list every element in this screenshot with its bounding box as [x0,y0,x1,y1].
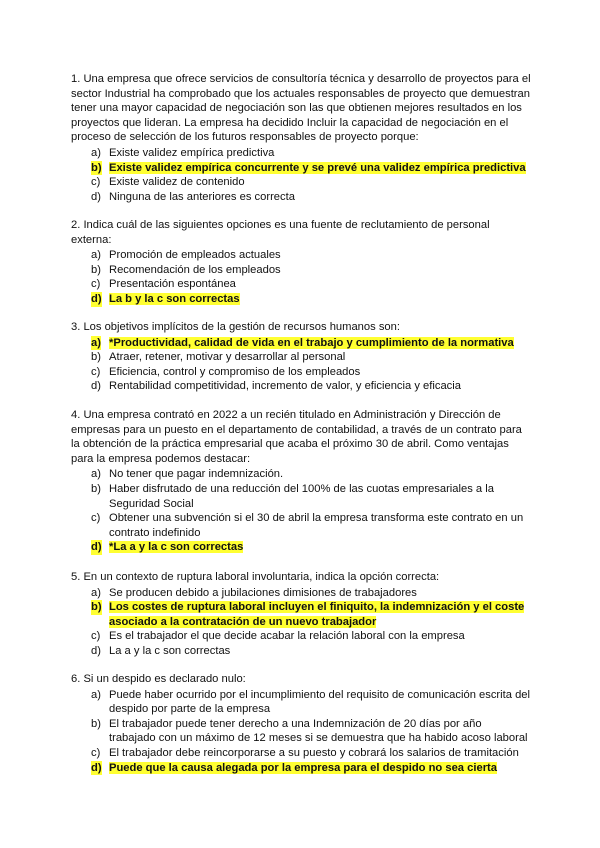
option-b: b) Haber disfrutado de una reducción del 100% de las cuotas empresariales a la Seguridad Social [91,482,494,510]
option-list [71,467,531,555]
question-2 [71,218,531,307]
option-d: d) La a y la c son correctas [91,644,231,657]
option-a: a) No tener que pagar indemnización. [91,468,284,481]
option-list [71,146,531,204]
question-1 [71,72,531,204]
option-b-highlighted: b) Existe validez empírica concurrente y se prevé una validez empírica predictiva [91,161,526,174]
option-a: a) Promoción de empleados actuales [91,249,281,262]
option-d: d) Rentabilidad competitividad, incremento de valor, y eficiencia y eficacia [91,380,461,393]
option-a: a) Puede haber ocurrido por el incumplimiento del requisito de comunicación escrita del despido por parte de la empresa [91,688,531,716]
option-list [71,248,531,306]
option-c: c) Obtener una subvención si el 30 de abril la empresa transforma este contrato en un contrato indefinido [91,512,524,539]
option-c: c) El trabajador debe reincorporarse a su puesto y cobrará los salarios de tramitación [91,746,519,759]
question-stem: 6. Si un despido es declarado nulo: [71,673,246,685]
option-d: d) Ninguna de las anteriores es correcta [91,190,295,203]
option-d-highlighted: d) *La a y la c son correctas [91,541,244,554]
option-a: a) Se producen debido a jubilaciones dimisiones de trabajadores [91,586,417,599]
option-c: c) Presentación espontánea [91,278,236,291]
question-stem: 1. Una empresa que ofrece servicios de consultoría técnica y desarrollo de proyectos para el sector Industrial ha comprobado que los actuales responsables de proyecto que demuestran tener una mayor capacidad de negociación son las que obtienen mejores resultados en los proyectos que lideran. La empresa ha decidido Incluir la capacidad de negociación en el proceso de selección de los futuros responsables de proyecto porque: [71,73,531,144]
option-b: b) El trabajador puede tener derecho a una Indemnización de 20 días por año trabajado con un máximo de 12 meses si se demuestra que ha habido acoso laboral [91,717,528,745]
option-a-highlighted: a) *Productividad, calidad de vida en el trabajo y cumplimiento de la normativa [91,336,514,349]
option-list [71,688,531,776]
option-c: c) Eficiencia, control y compromiso de los empleados [91,365,361,378]
option-a: a) Existe validez empírica predictiva [91,146,275,159]
option-list [71,586,531,659]
option-c: c) Existe validez de contenido [91,176,245,189]
option-list [71,336,531,394]
question-3 [71,320,531,394]
option-b: b) Recomendación de los empleados [91,263,281,276]
option-c: c) Es el trabajador el que decide acabar la relación laboral con la empresa [91,630,465,643]
option-b: b) Atraer, retener, motivar y desarrollar al personal [91,351,346,364]
question-stem: 2. Indica cuál de las siguientes opciones es una fuente de reclutamiento de personal externa: [71,219,490,246]
question-5 [71,570,531,659]
question-stem: 3. Los objetivos implícitos de la gestión de recursos humanos son: [71,321,400,333]
option-d-highlighted: d) La b y la c son correctas [91,292,240,305]
option-d-highlighted: d) Puede que la causa alegada por la empresa para el despido no sea cierta [91,761,497,774]
question-stem: 5. En un contexto de ruptura laboral involuntaria, indica la opción correcta: [71,571,440,583]
question-4 [71,408,531,555]
option-b-highlighted: b) Los costes de ruptura laboral incluyen el finiquito, la indemnización y el coste asociado a la contratación de un nuevo trabajador [91,601,525,628]
question-6 [71,672,531,775]
question-stem: 4. Una empresa contrató en 2022 a un recién titulado en Administración y Dirección de empresas para un puesto en el departamento de contabilidad, a través de un contrato para la obtención de la práctica empresarial que acaba el próximo 30 de abril. Como ventajas para la empresa podemos destacar: [71,409,522,465]
